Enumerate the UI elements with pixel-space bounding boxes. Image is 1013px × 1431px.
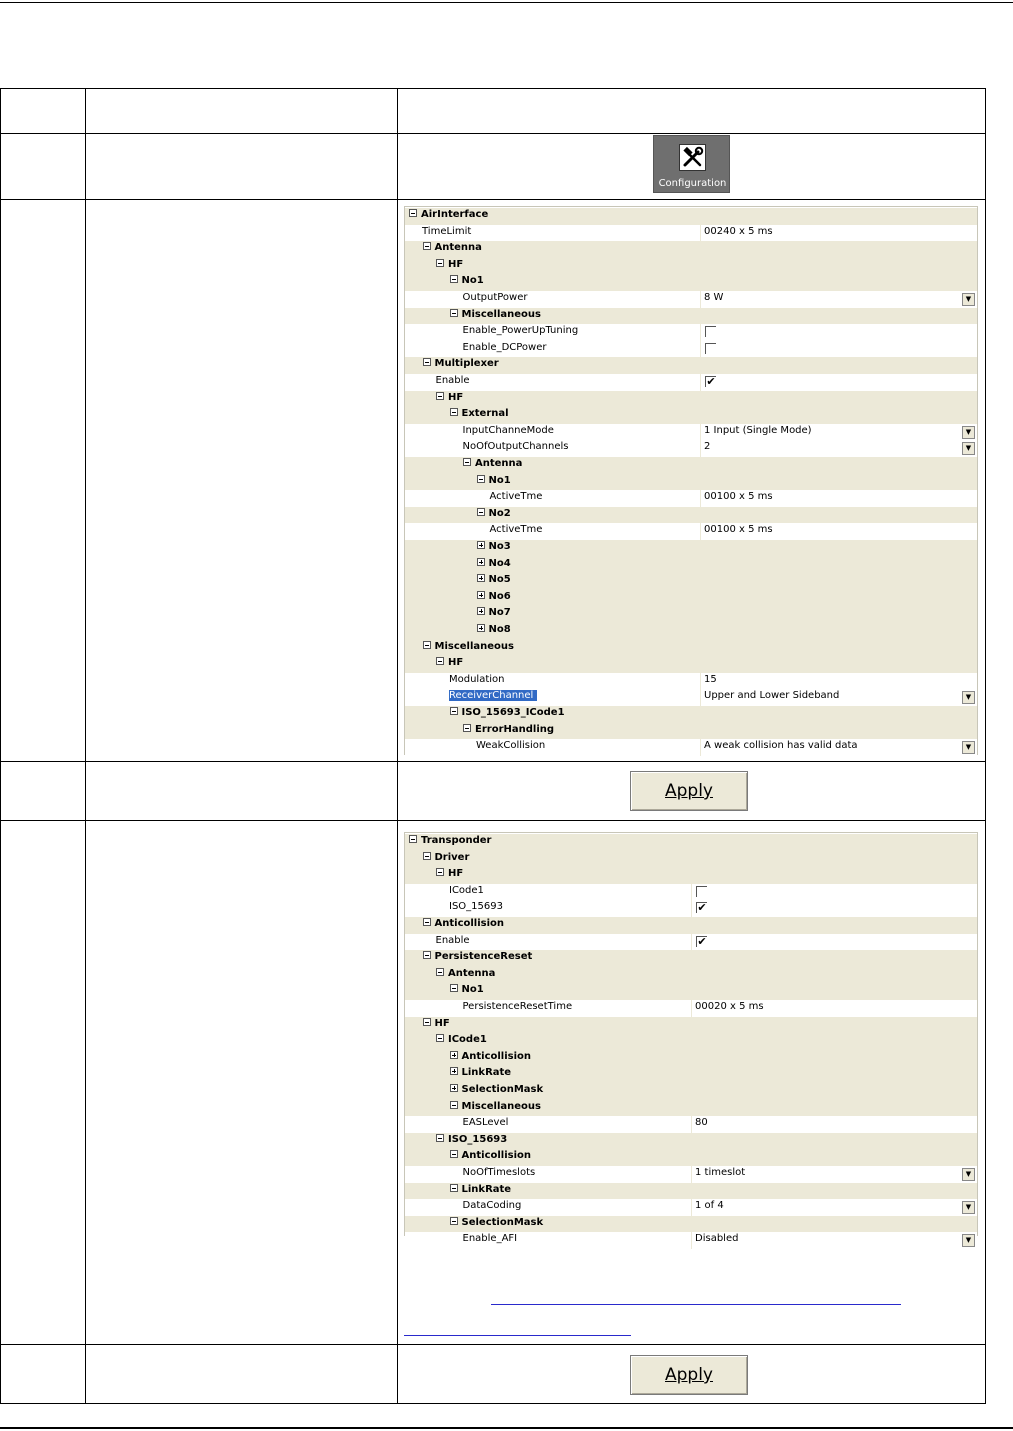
property-value[interactable]: 15 [704, 673, 717, 685]
section-label [450, 1184, 512, 1195]
property-label: DataCoding [462, 1200, 522, 1212]
tree-section-row[interactable] [405, 1133, 977, 1150]
property-label: Modulation [449, 673, 505, 685]
section-label [436, 1034, 487, 1045]
tree-section-row[interactable] [405, 606, 977, 623]
column-separator [700, 424, 701, 441]
expand-icon[interactable] [477, 607, 485, 615]
hyperlink-underline-1[interactable] [491, 1304, 901, 1305]
tree-section-row[interactable] [405, 950, 977, 967]
column-separator [700, 739, 701, 756]
collapse-icon[interactable] [450, 309, 458, 317]
property-value[interactable]: 00100 x 5 ms [704, 524, 773, 536]
section-label [423, 918, 505, 929]
property-label: WeakCollision [476, 740, 546, 752]
tree-section-row[interactable] [405, 208, 977, 225]
collapse-icon[interactable] [450, 1217, 458, 1225]
tree-section-row[interactable] [405, 851, 977, 868]
wrench-hammer-icon [679, 144, 706, 171]
section-label [436, 392, 463, 403]
section-text: ICode1 [448, 1034, 487, 1046]
tree-section-row[interactable] [405, 967, 977, 984]
column-separator [700, 324, 701, 341]
tree-section-row[interactable] [405, 1100, 977, 1117]
section-text: ISO_15693_ICode1 [461, 707, 565, 718]
expand-icon[interactable] [477, 558, 485, 566]
section-text: Driver [434, 851, 470, 863]
property-row[interactable] [405, 341, 977, 358]
dropdown-arrow-icon[interactable]: ▼ [962, 426, 975, 439]
section-label [436, 1134, 507, 1145]
section-label [423, 641, 515, 652]
configuration-label: Configuration [658, 178, 727, 189]
tree-section-row[interactable] [405, 457, 977, 474]
apply-label: Apply [665, 1365, 713, 1385]
dropdown-arrow-icon[interactable]: ▼ [962, 1168, 975, 1181]
tree-section-row[interactable] [405, 308, 977, 325]
tree-section-row[interactable] [405, 590, 977, 607]
section-label [477, 607, 511, 618]
tree-section-row[interactable] [405, 357, 977, 374]
tree-section-row[interactable] [405, 640, 977, 657]
section-label [436, 657, 463, 668]
collapse-icon[interactable] [450, 1150, 458, 1158]
expand-icon[interactable] [450, 1084, 458, 1092]
dropdown-arrow-icon[interactable]: ▼ [962, 442, 975, 455]
property-label: ActiveTme [489, 491, 543, 503]
expand-icon[interactable] [450, 1051, 458, 1059]
section-text: No3 [488, 541, 511, 552]
section-label [450, 408, 509, 419]
property-label: ICode1 [449, 884, 484, 896]
property-label: TimeLimit [422, 225, 472, 237]
collapse-icon[interactable] [423, 918, 431, 926]
configuration-button[interactable] [653, 135, 730, 193]
tree-section-row[interactable] [405, 241, 977, 258]
collapse-icon[interactable] [409, 835, 417, 843]
section-text: Antenna [448, 967, 496, 979]
collapse-icon[interactable] [436, 1034, 444, 1042]
property-row[interactable] [405, 1000, 977, 1017]
section-text: No8 [488, 624, 511, 635]
property-value[interactable]: 00240 x 5 ms [704, 225, 773, 237]
section-label [450, 1150, 532, 1161]
section-label [436, 259, 463, 270]
transponder-property-grid[interactable] [404, 832, 978, 1245]
section-text: No1 [461, 275, 484, 287]
section-text: Antenna [475, 458, 523, 469]
hyperlink-underline-2[interactable] [404, 1335, 631, 1336]
section-text: No4 [488, 557, 511, 569]
tree-section-row[interactable] [405, 258, 977, 275]
column-separator [700, 673, 701, 690]
section-label [450, 275, 484, 286]
collapse-icon[interactable] [450, 707, 458, 715]
section-text: HF [448, 258, 464, 270]
tree-section-row[interactable] [405, 1017, 977, 1034]
section-text: No1 [488, 474, 511, 486]
section-text: No6 [488, 590, 511, 602]
column-separator [691, 934, 692, 951]
unchecked-checkbox[interactable] [696, 886, 707, 897]
column-separator [700, 291, 701, 308]
property-row[interactable] [405, 900, 977, 917]
apply-button[interactable] [630, 1355, 748, 1395]
section-label [450, 984, 484, 995]
collapse-icon[interactable] [423, 641, 431, 649]
section-text: Miscellaneous [461, 308, 541, 320]
collapse-icon[interactable] [450, 1101, 458, 1109]
property-row[interactable] [405, 1199, 977, 1216]
section-label [436, 968, 495, 979]
collapse-icon[interactable] [450, 984, 458, 992]
collapse-icon[interactable] [463, 724, 471, 732]
dropdown-arrow-icon[interactable]: ▼ [962, 1201, 975, 1214]
section-text: Multiplexer [434, 358, 499, 370]
section-label [450, 707, 565, 718]
expand-icon[interactable] [477, 541, 485, 549]
tree-section-row[interactable] [405, 274, 977, 291]
section-text: ISO_15693 [448, 1133, 508, 1145]
section-label [409, 209, 488, 220]
section-label [463, 724, 554, 735]
section-label [450, 1217, 544, 1228]
property-value[interactable]: 80 [695, 1117, 708, 1129]
section-label [450, 1051, 532, 1062]
tree-section-row[interactable] [405, 656, 977, 673]
section-text: SelectionMask [461, 1216, 544, 1228]
property-value[interactable]: Upper and Lower Sideband [704, 690, 840, 702]
section-text: HF [448, 868, 464, 880]
column-separator [691, 900, 692, 917]
tree-section-row[interactable] [405, 867, 977, 884]
collapse-icon[interactable] [463, 458, 471, 466]
collapse-icon[interactable] [450, 275, 458, 283]
property-row[interactable] [405, 291, 977, 308]
property-row[interactable] [405, 424, 977, 441]
bottom-rule [0, 1427, 1013, 1429]
property-label: ReceiverChannel [449, 690, 537, 701]
section-text: HF [448, 657, 464, 669]
section-text: LinkRate [461, 1183, 512, 1195]
collapse-icon[interactable] [423, 951, 431, 959]
tree-section-row[interactable] [405, 540, 977, 557]
section-label [477, 558, 511, 569]
property-row[interactable] [405, 490, 977, 507]
property-label: PersistenceResetTime [462, 1001, 573, 1012]
section-label [450, 1067, 512, 1078]
section-label [477, 591, 511, 602]
property-value[interactable]: A weak collision has valid data [704, 740, 858, 752]
property-label: OutputPower [462, 292, 528, 303]
apply-button[interactable] [630, 771, 748, 811]
apply-label: Apply [665, 781, 713, 801]
section-text: Miscellaneous [461, 1100, 541, 1112]
section-text: LinkRate [461, 1067, 512, 1079]
expand-icon[interactable] [477, 591, 485, 599]
section-label [477, 624, 511, 635]
expand-icon[interactable] [450, 1067, 458, 1075]
column-separator [700, 490, 701, 507]
tree-section-row[interactable] [405, 723, 977, 740]
property-row[interactable] [405, 523, 977, 540]
property-label: Enable_AFI [462, 1233, 518, 1245]
property-value[interactable]: 2 [704, 441, 711, 453]
collapse-icon[interactable] [436, 657, 444, 665]
property-value[interactable]: 8 W [704, 292, 724, 303]
section-text: External [461, 408, 509, 420]
column-separator [691, 1116, 692, 1133]
checked-checkbox[interactable]: ✔ [697, 901, 707, 915]
property-row[interactable] [405, 1232, 977, 1249]
collapse-icon[interactable] [423, 852, 431, 860]
checked-checkbox[interactable]: ✔ [697, 934, 707, 948]
dropdown-arrow-icon[interactable]: ▼ [962, 293, 975, 306]
section-text: Transponder [421, 835, 492, 846]
dropdown-arrow-icon[interactable]: ▼ [962, 691, 975, 704]
property-row[interactable] [405, 739, 977, 756]
tree-section-row[interactable] [405, 706, 977, 723]
dropdown-arrow-icon[interactable]: ▼ [962, 1234, 975, 1247]
tree-section-row[interactable] [405, 1083, 977, 1100]
section-label [423, 358, 499, 369]
tree-section-row[interactable] [405, 1033, 977, 1050]
collapse-icon[interactable] [423, 1018, 431, 1026]
tree-section-row[interactable] [405, 834, 977, 851]
section-text: Anticollision [461, 1050, 532, 1062]
section-label [409, 835, 492, 846]
section-text: No2 [488, 507, 511, 519]
tree-section-row[interactable] [405, 1050, 977, 1067]
column-separator [691, 1199, 692, 1216]
section-label [423, 852, 470, 863]
column-separator [691, 884, 692, 901]
property-row[interactable] [405, 673, 977, 690]
collapse-icon[interactable] [436, 1134, 444, 1142]
unchecked-checkbox[interactable] [705, 326, 716, 337]
property-value[interactable]: Disabled [695, 1233, 739, 1245]
section-text: Anticollision [434, 918, 505, 929]
tree-section-row[interactable] [405, 1183, 977, 1200]
tree-section-row[interactable] [405, 391, 977, 408]
tree-section-row[interactable] [405, 507, 977, 524]
section-text: Anticollision [461, 1150, 532, 1162]
expand-icon[interactable] [477, 624, 485, 632]
property-row[interactable] [405, 689, 977, 706]
property-row[interactable] [405, 884, 977, 901]
property-label: Enable_DCPower [462, 341, 547, 353]
property-label: ActiveTme [489, 524, 543, 536]
collapse-icon[interactable] [477, 508, 485, 516]
property-label: NoOfTimeslots [462, 1167, 536, 1178]
column-separator [691, 1232, 692, 1249]
section-text: SelectionMask [461, 1084, 544, 1095]
column-separator [700, 689, 701, 706]
property-label: Enable_PowerUpTuning [462, 325, 579, 337]
dropdown-arrow-icon[interactable]: ▼ [962, 741, 975, 754]
section-label [477, 541, 511, 552]
collapse-icon[interactable] [450, 408, 458, 416]
section-label [463, 458, 522, 469]
property-row[interactable] [405, 374, 977, 391]
tree-section-row[interactable] [405, 1216, 977, 1233]
air-interface-property-grid[interactable] [404, 206, 978, 755]
collapse-icon[interactable] [423, 358, 431, 366]
collapse-icon[interactable] [423, 242, 431, 250]
property-value[interactable]: 1 of 4 [695, 1200, 724, 1212]
property-value[interactable]: 00020 x 5 ms [695, 1001, 764, 1012]
tree-section-row[interactable] [405, 474, 977, 491]
property-row[interactable] [405, 1116, 977, 1133]
property-label: InputChanneMode [462, 424, 554, 436]
tree-section-row[interactable] [405, 573, 977, 590]
section-text: No7 [488, 607, 511, 619]
column-separator [700, 440, 701, 457]
column-separator [700, 225, 701, 242]
column-separator [700, 523, 701, 540]
property-row[interactable] [405, 324, 977, 341]
collapse-icon[interactable] [436, 968, 444, 976]
tree-section-row[interactable] [405, 623, 977, 640]
top-rule [0, 2, 1013, 3]
property-row[interactable] [405, 440, 977, 457]
section-text: PersistenceReset [434, 951, 533, 963]
property-value[interactable]: 1 timeslot [695, 1167, 746, 1178]
section-text: HF [448, 391, 464, 403]
collapse-icon[interactable] [477, 475, 485, 483]
section-label [423, 242, 482, 253]
section-label [477, 475, 511, 486]
expand-icon[interactable] [477, 574, 485, 582]
tree-section-row[interactable] [405, 917, 977, 934]
section-text: Antenna [434, 242, 482, 254]
tree-section-row[interactable] [405, 557, 977, 574]
collapse-icon[interactable] [436, 392, 444, 400]
property-value[interactable]: 1 Input (Single Mode) [704, 424, 812, 436]
property-row[interactable] [405, 1166, 977, 1183]
tree-section-row[interactable] [405, 1066, 977, 1083]
collapse-icon[interactable] [436, 868, 444, 876]
column-separator [691, 1166, 692, 1183]
section-label [450, 1084, 544, 1095]
property-value[interactable]: 00100 x 5 ms [704, 491, 773, 503]
property-row[interactable] [405, 934, 977, 951]
section-label [423, 1018, 450, 1029]
section-text: Miscellaneous [434, 640, 514, 652]
section-label [436, 868, 463, 879]
checked-checkbox[interactable]: ✔ [706, 375, 716, 388]
tree-section-row[interactable] [405, 407, 977, 424]
tree-section-row[interactable] [405, 983, 977, 1000]
section-label [477, 508, 511, 519]
column-separator [700, 374, 701, 391]
property-label: Enable [435, 934, 470, 946]
collapse-icon[interactable] [436, 259, 444, 267]
section-text: No1 [461, 984, 484, 996]
section-label [450, 1101, 542, 1112]
column-separator [691, 1000, 692, 1017]
tree-section-row[interactable] [405, 1149, 977, 1166]
property-label: NoOfOutputChannels [462, 441, 569, 453]
property-label: ISO_15693 [449, 901, 503, 913]
property-label: Enable [435, 375, 470, 386]
unchecked-checkbox[interactable] [705, 343, 716, 354]
collapse-icon[interactable] [409, 209, 417, 217]
property-label: EASLevel [462, 1117, 509, 1129]
property-row[interactable] [405, 225, 977, 242]
section-text: HF [434, 1017, 450, 1029]
section-label [450, 309, 542, 320]
column-separator [700, 341, 701, 358]
section-text: AirInterface [421, 209, 489, 220]
section-text: No5 [488, 574, 511, 586]
section-label [477, 574, 511, 585]
collapse-icon[interactable] [450, 1184, 458, 1192]
section-label [423, 951, 533, 962]
section-text: ErrorHandling [475, 723, 555, 735]
